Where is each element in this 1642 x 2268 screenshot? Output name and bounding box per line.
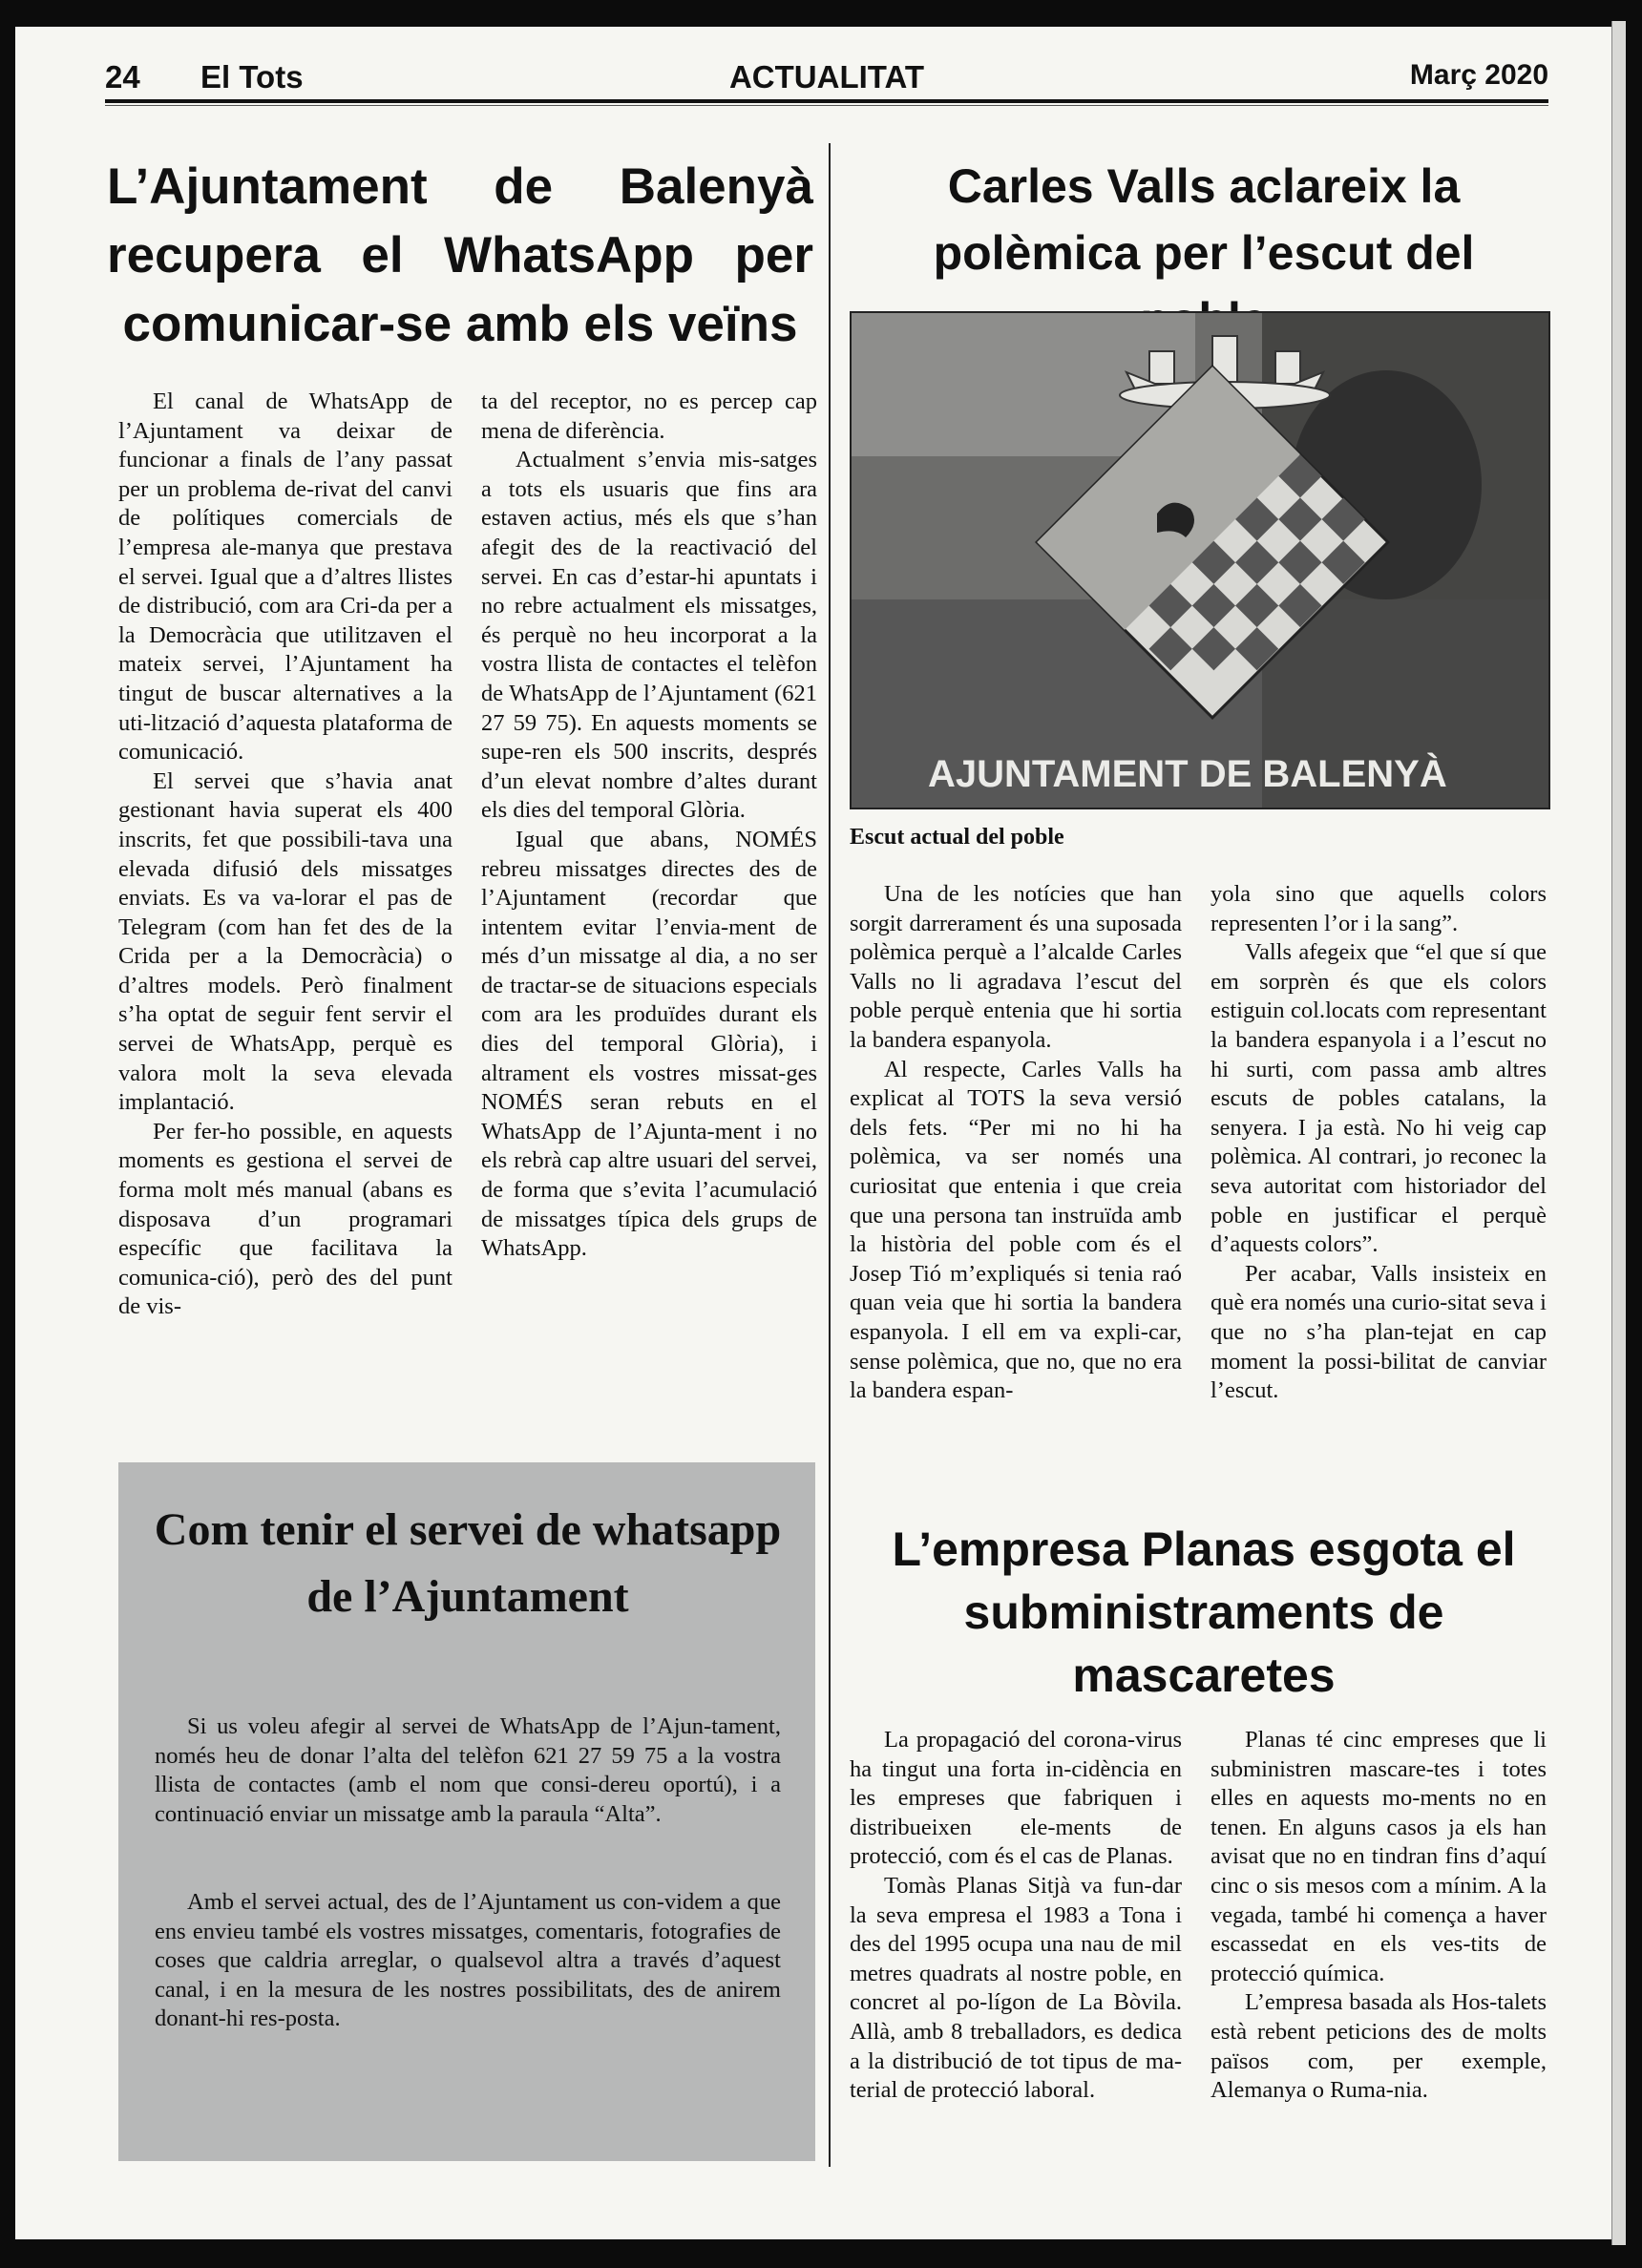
paragraph: Tomàs Planas Sitjà va fun-dar la seva empresa el 1983 a Tona i des del 1995 ocupa una nau de mil metres quadrats al nostre poble, en concret al po-lígon de La Bòvila. Allà, amb 8 treballadors, es dedica a la distribució de tot tipus de ma-terial de protecció laboral. [850,1872,1182,2104]
article-whatsapp-col2 [481,388,817,1264]
info-box-title: Com tenir el servei de whatsapp de l’Ajuntament [154,1504,782,1622]
paragraph: ta del receptor, no es percep cap mena de diferència. [481,388,817,444]
page-edge [1611,21,1626,2245]
column-divider [829,143,831,2167]
paragraph: Actualment s’envia mis-satges a tots els usuaris que fins ara estaven actius, més els que s’han afegit des de la reactivació del servei. En cas d’estar-hi apuntats i no rebre actualment els missatges, és perquè no heu incorporat a la vostra llista de contactes el telèfon de WhatsApp de l’Ajuntament (621 27 59 75). En aquests moments se supe-ren els 500 inscrits, després d’un elevat nombre d’altes durant els dies del temporal Glòria. [481,447,817,824]
paragraph: Una de les notícies que han sorgit darrerament és una suposada polèmica perquè a l’alcalde Carles Valls no li agradava l’escut del poble perquè entenia que hi sortia la bandera espanyola. [850,881,1182,1053]
headline-planas: L’empresa Planas esgota el subministraments de mascaretes [892,1522,1516,1702]
article-escut-col1 [850,880,1182,1406]
paragraph: Igual que abans, NOMÉS rebreu missatges directes des de l’Ajuntament (recordar que intentem evitar l’envia-ment de més d’un missatge al dia, a no ser de tractar-se de situacions especials com ara les produïdes durant els dies del temporal Glòria), i altrament els vostres missat-ges NOMÉS seran rebuts en el WhatsApp de l’Ajunta-ment i no els rebrà cap altre usuari del servei, de forma que s’evita l’acumulació de missatges típica dels grups de WhatsApp. [481,826,817,1262]
paragraph: L’empresa basada als Hos-talets està rebent peticions des de molts països com, per exemple, Alemanya o Ruma-nia. [1210,1989,1547,2104]
article-planas-col2 [1210,1726,1547,2106]
coat-of-arms-photo [850,311,1550,809]
info-box-paragraph: Si us voleu afegir al servei de WhatsApp de l’Ajun-tament, només heu de donar l’alta del telèfon 621 27 59 75 a la vostra llista de contactes (amb el nom que consi-dereu oportú), i a continuació enviar un missatge amb la paraula “Alta”. [155,1713,781,1827]
photo-caption: Escut actual del poble [850,825,1064,850]
publication-name: El Tots [200,59,304,94]
paragraph: yola sino que aquells colors representen l’or i la sang”. [1210,881,1547,936]
paragraph: Per fer-ho possible, en aquests moments es gestiona el servei de forma molt més manual (abans es disposava d’un programari específic que facilitava la comunica-ció), però des del punt de vis- [118,1118,453,1320]
paragraph: El servei que s’havia anat gestionant havia superat els 400 inscrits, fet que possibili-tava una elevada difusió dels missatges enviats. Es va va-lorar el pas de Telegram (com han fet des de la Crida per a la Democràcia) o d’altres models. Però finalment s’ha optat de seguir fent servir el servei de WhatsApp, perquè es valora molt la seva elevada implantació. [118,767,453,1116]
photo-text: AJUNTAMENT DE BALENYÀ [928,753,1447,795]
paragraph: El canal de WhatsApp de l’Ajuntament va deixar de funcionar a finals de l’any passat per un problema de-rivat del canvi de polítiques comercials de l’empresa ale-manya que prestava el servei. Igual que a d’altres llistes de distribució, com ara Cri-da per a la Democràcia que utilitzaven el mateix servei, l’Ajuntament ha tingut de buscar alternatives a la uti-lització d’aquesta plataforma de comunicació. [118,388,453,766]
coat-of-arms-image [852,313,1548,808]
page-header [105,59,1548,97]
section-name: ACTUALITAT [728,59,925,94]
article-planas-col1 [850,1726,1182,2106]
header-rule-thin [105,105,1548,106]
page-number: 24 [105,59,140,94]
paragraph: La propagació del corona-virus ha tingut una forta in-cidència en les empreses que fabriquen i distribueixen ele-ments de protecció, com és el cas de Planas. [850,1727,1182,1870]
paragraph: Valls afegeix que “el que sí que em sorprèn és que els colors estiguin col.locats com representant la bandera espanyola i a l’escut no hi surti, com passa amb altres escuts de pobles catalans, la senyera. I ja està. No hi veig cap polèmica. Al contrari, jo reconec la seva autoritat com historiador del poble en justificar el perquè d’aquests colors”. [1210,939,1547,1258]
issue-date: Març 2020 [1409,59,1548,91]
paragraph: Planas té cinc empreses que li subministren mascare-tes i totes elles en aquests mo-ments no en tenen. En alguns casos ja els han avisat que no en tindran fins d’aquí cinc o sis mesos com a mínim. A la vegada, també hi comença a haver escassedat en els ves-tits de protecció química. [1210,1727,1547,1986]
headline-whatsapp: L’Ajuntament de Balenyà recupera el WhatsApp per comunicar-se amb els veïns [107,158,813,352]
article-escut-col2 [1210,880,1547,1406]
header-rule [105,99,1548,103]
info-box-paragraph: Amb el servei actual, des de l’Ajuntament us con-videm a que ens envieu també els vostres missatges, comentaris, fotografies de coses que caldria arreglar, o qualsevol altra a través d’aquest canal, i en la mesura de les nostres possibilitats, des de anirem donant-hi res-posta. [155,1889,781,2032]
article-whatsapp-col1 [118,388,453,1322]
paragraph: Per acabar, Valls insisteix en què era només una curio-sitat seva i que no s’ha plan-tejat en cap moment la possi-bilitat de canviar l’escut. [1210,1260,1547,1404]
headline-escut: Carles Valls aclareix la polèmica per l’escut del [933,159,1475,280]
paragraph: Al respecte, Carles Valls ha explicat al TOTS la seva versió dels fets. “Per mi no hi ha polèmica, va ser només una curiositat que entenia i que creia que una persona tan instruïda amb la història del poble com és el Josep Tió m’expliqués si tenia raó quan veia que hi sortia la bandera espanyola. I ell em va expli-car, sense polèmica, que no, que no era la bandera espan- [850,1056,1182,1404]
